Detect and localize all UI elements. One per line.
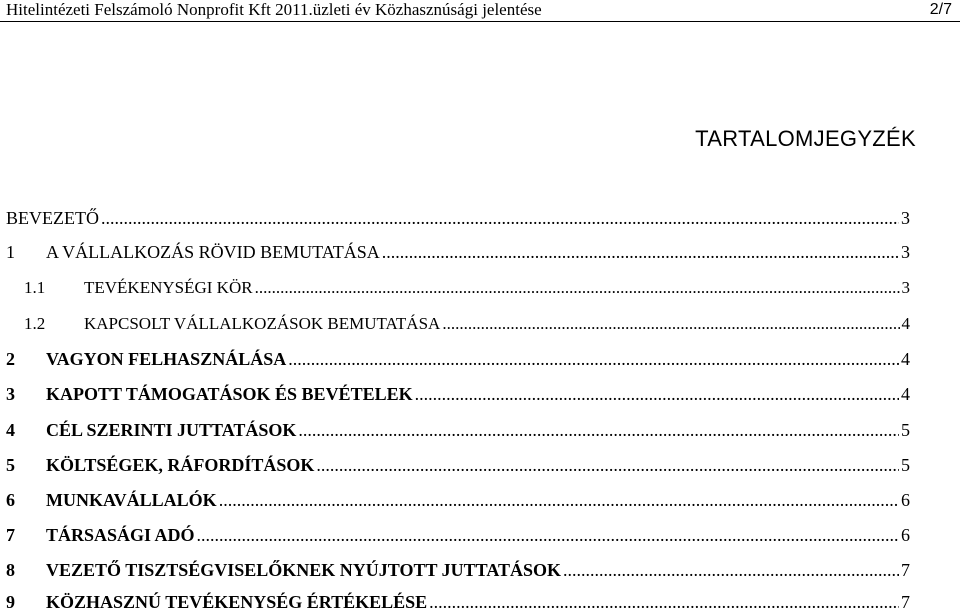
toc-entry-text: KÖLTSÉGEK, RÁFORDÍTÁSOK xyxy=(46,455,315,475)
toc-entry-9[interactable] xyxy=(6,591,910,611)
toc-entry-6[interactable] xyxy=(6,489,910,511)
toc-dot-leader xyxy=(415,383,899,405)
toc-entry-page: 6 xyxy=(901,490,910,510)
toc-entry-number: 8 xyxy=(6,560,15,580)
page-number: 2/7 xyxy=(929,1,952,18)
toc-entry-text: KAPCSOLT VÁLLALKOZÁSOK BEMUTATÁSA xyxy=(84,314,441,333)
toc-entry-page: 4 xyxy=(901,314,910,333)
toc-entry-1-1[interactable] xyxy=(6,277,910,299)
toc-dot-leader xyxy=(382,241,899,263)
toc-entry-page: 5 xyxy=(901,420,910,440)
toc-entry-text: BEVEZETŐ xyxy=(6,208,99,228)
toc-entry-page: 5 xyxy=(901,455,910,475)
toc-entry-number: 2 xyxy=(6,349,15,369)
toc-dot-leader xyxy=(298,419,899,441)
toc-entry-text: VAGYON FELHASZNÁLÁSA xyxy=(46,349,287,369)
toc-entry-4[interactable] xyxy=(6,419,910,441)
toc-entry-number: 1.2 xyxy=(24,314,46,333)
toc-entry-page: 4 xyxy=(901,349,910,369)
toc-entry-page: 3 xyxy=(901,242,910,262)
toc-entry-page: 7 xyxy=(901,592,910,611)
toc-entry-number: 5 xyxy=(6,455,15,475)
page-header xyxy=(0,0,960,22)
toc-dot-leader xyxy=(563,559,899,581)
toc-heading: TARTALOMJEGYZÉK xyxy=(695,126,916,151)
toc-dot-leader xyxy=(316,454,899,476)
toc-entry-text: TÁRSASÁGI ADÓ xyxy=(46,525,195,545)
toc-dot-leader xyxy=(255,277,900,299)
toc-entry-text: CÉL SZERINTI JUTTATÁSOK xyxy=(46,420,297,440)
toc-entry-number: 7 xyxy=(6,525,15,545)
toc-entry-1[interactable] xyxy=(6,241,910,263)
toc-entry-text: KÖZHASZNÚ TEVÉKENYSÉG ÉRTÉKELÉSE xyxy=(46,592,428,611)
toc-entry-page: 3 xyxy=(901,208,910,228)
toc-entry-2[interactable] xyxy=(6,348,910,370)
toc-entry-text: TEVÉKENYSÉGI KÖR xyxy=(84,278,253,297)
toc-entry-number: 9 xyxy=(6,592,15,611)
toc-entry-text: A VÁLLALKOZÁS RÖVID BEMUTATÁSA xyxy=(46,242,380,262)
toc-entry-page: 4 xyxy=(901,384,910,404)
toc-entry-7[interactable] xyxy=(6,524,910,546)
toc-dot-leader xyxy=(288,348,899,370)
toc-entry-8[interactable] xyxy=(6,559,910,581)
toc-entry-5[interactable] xyxy=(6,454,910,476)
toc-entry-text: MUNKAVÁLLALÓK xyxy=(46,490,217,510)
toc-entry-number: 6 xyxy=(6,490,15,510)
toc-entry-number: 3 xyxy=(6,384,15,404)
toc-dot-leader xyxy=(442,313,899,335)
toc-entry-page: 7 xyxy=(901,560,910,580)
toc-entry-1-2[interactable] xyxy=(6,313,910,335)
toc-entry-page: 6 xyxy=(901,525,910,545)
toc-entry-text: KAPOTT TÁMOGATÁSOK ÉS BEVÉTELEK xyxy=(46,384,413,404)
toc-entry-number: 1 xyxy=(6,242,15,262)
toc-entry-bevezeto[interactable] xyxy=(6,207,910,229)
toc-entry-number: 4 xyxy=(6,420,15,440)
toc-dot-leader xyxy=(429,591,899,611)
toc-entry-number: 1.1 xyxy=(24,278,46,297)
toc-entry-3[interactable] xyxy=(6,383,910,405)
toc-dot-leader xyxy=(101,207,899,229)
toc-entry-text: VEZETŐ TISZTSÉGVISELŐKNEK NYÚJTOTT JUTTATÁSOK xyxy=(46,560,562,580)
document-title: Hitelintézeti Felszámoló Nonprofit Kft 2011.üzleti év Közhasznúsági jelentése xyxy=(6,0,542,19)
toc-entry-page: 3 xyxy=(901,278,910,297)
toc-dot-leader xyxy=(197,524,899,546)
toc-dot-leader xyxy=(219,489,899,511)
